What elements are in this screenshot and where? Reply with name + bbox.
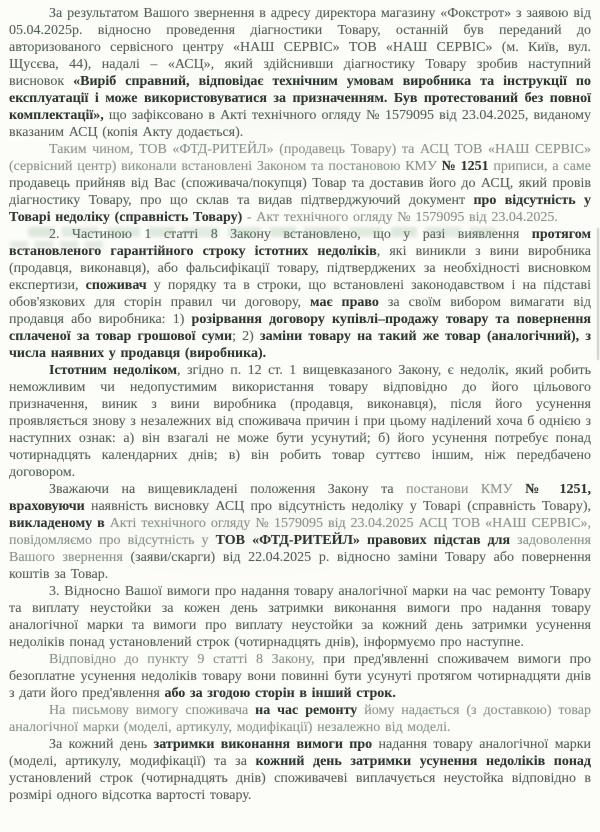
text-run: заміни товару на такий же товар (аналогічний), з числа наявних у продавця (виробника). <box>9 329 591 361</box>
text-run: 2. Частиною 1 статті 8 Закону встановлено, що у разі виявлення <box>49 227 532 242</box>
paragraph-essential-defect-definition <box>9 362 591 481</box>
bleed-through-artifact <box>28 227 496 237</box>
text-run: Таким чином, ТОВ «ФТД-РИТЕЙЛ» (продавець Товару) та АСЦ ТОВ «НАШ СЕРВІС» (сервісний центр) виконали встановлені Законом та постановою КМУ <box>9 142 591 174</box>
text-run: протягом встановленого гарантійного строку істотних недоліків <box>9 227 591 259</box>
text-run: (заяви/скарги) від 22.04.2025 р. відносно заміни Товару або повернення коштів за Товар. <box>9 550 591 582</box>
text-run: приписи, а саме <box>488 159 591 174</box>
text-run: розірвання договору купівлі–продажу товару та повернення сплаченої за товар грошової суми <box>9 312 591 344</box>
text-run: викладеному в <box>9 516 105 531</box>
text-run: Акті технічного огляду № 1579095 від 23.04.2025 АСЦ ТОВ «НАШ СЕРВІС», повідомляємо про відсутність у <box>9 516 591 548</box>
text-run: про відсутність у Товарі недоліку (справність Товару) <box>9 193 591 225</box>
bleed-through-artifact-small <box>10 241 106 248</box>
text-run: кожний день затримки усунення недоліків понад <box>255 754 591 769</box>
text-run: продавець прийняв від Вас (споживача/покупця) Товар та доставив його до АСЦ, який провів діагностику Товару, про що склав та видав підтверджуючий документ <box>9 176 591 208</box>
text-run: Зважаючи на вищевикладені положення Закону та <box>49 482 407 497</box>
text-run: на час ремонту <box>255 703 358 718</box>
text-run: постанови КМУ <box>406 482 526 497</box>
text-run: у порядку та в строки, що встановлені законодавством і на підставі обов'язкових для сторін правил чи договору, <box>9 278 591 310</box>
text-run: № 1251, враховуючи <box>9 482 591 514</box>
text-run: що зафіксовано в Акті технічного огляду № 1579095 від 23.04.2025, виданому вказаним АСЦ (копія Акту додається). <box>9 108 591 140</box>
text-run: За результатом Вашого звернення в адресу директора магазину «Фокстрот» з заявою від 05.04.2025р. відносно проведення діагностики Товару, останній був переданий до авторизованого сервісного центру «НАШ СЕРВІС» ТОВ «НАШ СЕРВІС» (м. Київ, вул. Щусєва, 44), надалі – «АСЦ», який здійснивши діагностику Товару зробив наступний висновок <box>9 6 591 89</box>
text-run: , згідно п. 12 ст. 1 вищевказаного Закону, є недолік, який робить неможливим чи недопустимим використання товару відповідно до його цільового призначення, виник з вини виробника (продавця, виконавця), після його усунення проявляється знову з незалежних від споживача причин і при цьому наділений хоча б однією з наступних ознак: а) він взагалі не може бути усунутий; б) його усунення потребує понад чотирнадцять календарних днів; в) він робить товар суттєво іншим, ніж передбачено договором. <box>9 363 591 480</box>
paragraph-section3-replacement-demand <box>9 583 591 651</box>
text-run: наявність висновку АСЦ про відсутність недоліку у Товарі (справність Товару), <box>84 499 591 514</box>
text-run: «Виріб справний, відповідає технічним умовам виробника та інструкції по експлуатації і може використовуватися за призначенням. Був протестований без повної комплектації», <box>9 74 591 123</box>
text-run: ; 2) <box>232 329 261 344</box>
text-run: задоволення Вашого звернення <box>9 533 591 565</box>
text-run: установлений строк (чотирнадцять днів) споживачеві виплачується неустойка відповідно в розмірі одного відсотка вартості товару. <box>9 771 591 803</box>
text-run: має право <box>310 295 379 310</box>
text-run: надання товару аналогічної марки (моделі, артикулу, модифікації) та за <box>9 737 591 769</box>
text-run: , які виникли з вини виробника (продавця, виконавця), або фальсифікації товару, підтверджених за необхідності висновком експертизи, <box>9 244 591 293</box>
text-run: Істотним недоліком <box>49 363 178 378</box>
paragraph-diagnostics-result <box>9 5 591 141</box>
text-run: ТОВ «ФТД-РИТЕЙЛ» правових підстав для <box>215 533 518 548</box>
text-run: За кожний день <box>49 737 154 752</box>
text-run: Відповідно до пункту 9 статті 8 Закону, <box>49 652 324 667</box>
paragraph-law-point9 <box>9 651 591 702</box>
text-run: На письмову вимогу споживача <box>49 703 256 718</box>
paragraph-seller-compliance <box>9 141 591 226</box>
text-run: - Акт технічного огляду № 1579095 від 23.04.2025. <box>242 210 558 225</box>
text-run: споживач <box>85 278 147 293</box>
text-run: № 1251 <box>441 159 489 174</box>
paragraph-no-legal-grounds-conclusion <box>9 481 591 583</box>
paragraph-replacement-during-repair <box>9 702 591 736</box>
text-run: 3. Відносно Вашої вимоги про надання товару аналогічної марки на час ремонту Товару та виплату неустойки за кожен день затримки виконання вимоги про надання товару аналогічної марки та вимоги про виплату неустойки за кожний день затримки усунення недоліків понад установлений строк (чотирнадцять днів), інформуємо про наступне. <box>9 584 591 650</box>
text-run: або за згодою сторін в інший строк. <box>164 686 396 701</box>
text-run: затримки виконання вимоги про <box>153 737 373 752</box>
text-run: при пред'явленні споживачем вимоги про безоплатне усунення недоліків товару вони повинні бути усунуті протягом чотирнадцяти днів з дати його пред'явлення <box>9 652 591 701</box>
scan-edge-line-artifact <box>597 228 599 360</box>
paragraph-penalty-terms <box>9 736 591 804</box>
text-run: за своїм вибором вимагати від продавця або виробника: 1) <box>9 295 591 327</box>
text-run: йому надається (з доставкою) товар аналогічної марки (моделі, артикулу, модифікації) незалежно від моделі. <box>9 703 592 735</box>
